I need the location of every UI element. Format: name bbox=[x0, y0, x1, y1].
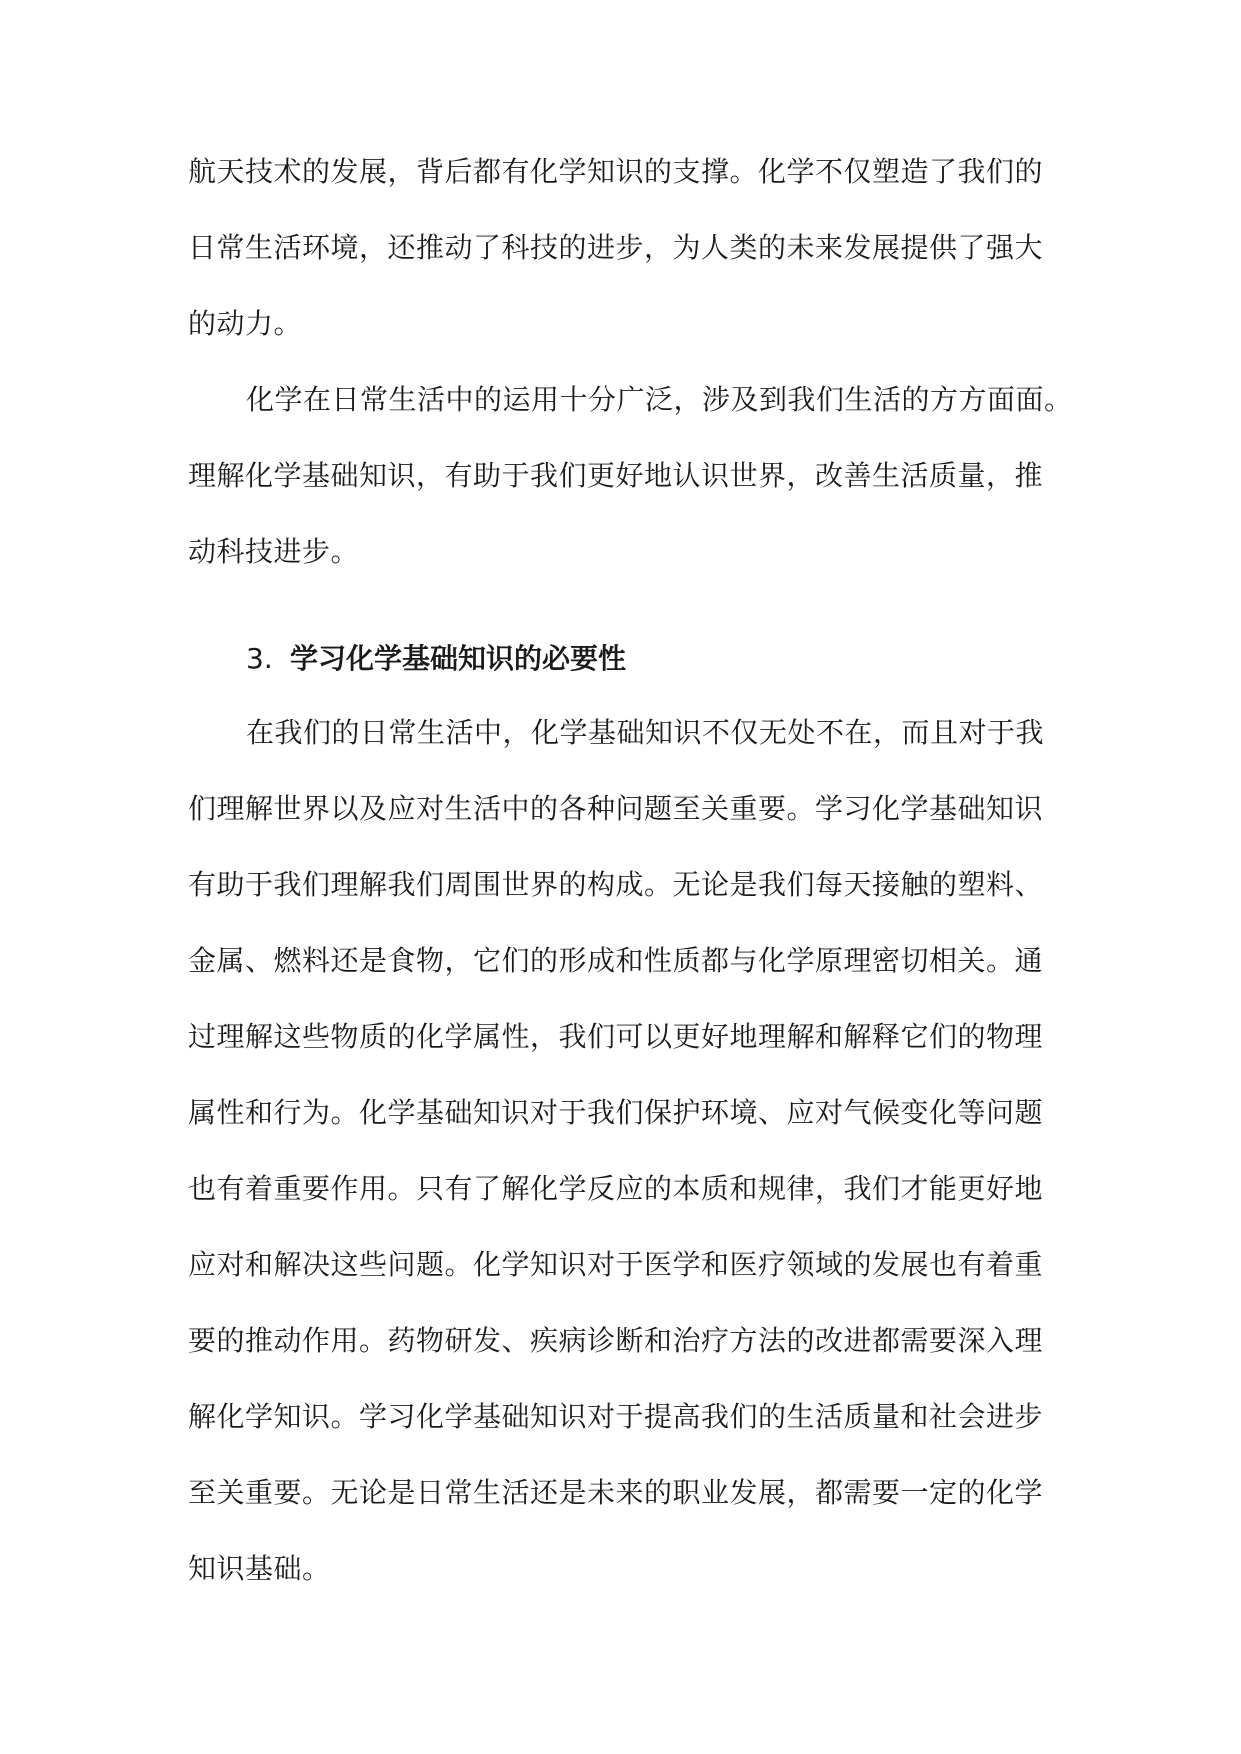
text-line: 在我们的日常生活中，化学基础知识不仅无处不在，而且对于我 bbox=[246, 716, 1045, 749]
text-line: 日常生活环境，还推动了科技的进步，为人类的未来发展提供了强大 bbox=[188, 231, 1044, 264]
text-line: 动科技进步。 bbox=[188, 535, 360, 568]
text-line: 航天技术的发展，背后都有化学知识的支撑。化学不仅塑造了我们的 bbox=[188, 155, 1044, 188]
text-line: 金属、燃料还是食物，它们的形成和性质都与化学原理密切相关。通 bbox=[188, 944, 1044, 977]
section-number: 3. bbox=[246, 642, 273, 675]
text-line: 们理解世界以及应对生活中的各种问题至关重要。学习化学基础知识 bbox=[188, 792, 1044, 825]
text-line: 属性和行为。化学基础知识对于我们保护环境、应对气候变化等问题 bbox=[188, 1096, 1044, 1129]
text-line: 有助于我们理解我们周围世界的构成。无论是我们每天接触的塑料、 bbox=[188, 868, 1044, 901]
section-heading bbox=[246, 639, 626, 679]
text-line: 要的推动作用。药物研发、疾病诊断和治疗方法的改进都需要深入理 bbox=[188, 1324, 1044, 1357]
text-line: 解化学知识。学习化学基础知识对于提高我们的生活质量和社会进步 bbox=[188, 1400, 1044, 1433]
text-line: 的动力。 bbox=[188, 307, 303, 340]
text-line: 理解化学基础知识，有助于我们更好地认识世界，改善生活质量，推 bbox=[188, 459, 1044, 492]
text-line: 应对和解决这些问题。化学知识对于医学和医疗领域的发展也有着重 bbox=[188, 1248, 1044, 1281]
section-title: 学习化学基础知识的必要性 bbox=[290, 642, 627, 675]
text-line: 至关重要。无论是日常生活还是未来的职业发展，都需要一定的化学 bbox=[188, 1476, 1044, 1509]
text-line: 知识基础。 bbox=[188, 1552, 331, 1585]
text-line: 化学在日常生活中的运用十分广泛，涉及到我们生活的方方面面。 bbox=[246, 383, 1073, 416]
text-line: 过理解这些物质的化学属性，我们可以更好地理解和解释它们的物理 bbox=[188, 1020, 1044, 1053]
text-line: 也有着重要作用。只有了解化学反应的本质和规律，我们才能更好地 bbox=[188, 1172, 1044, 1205]
